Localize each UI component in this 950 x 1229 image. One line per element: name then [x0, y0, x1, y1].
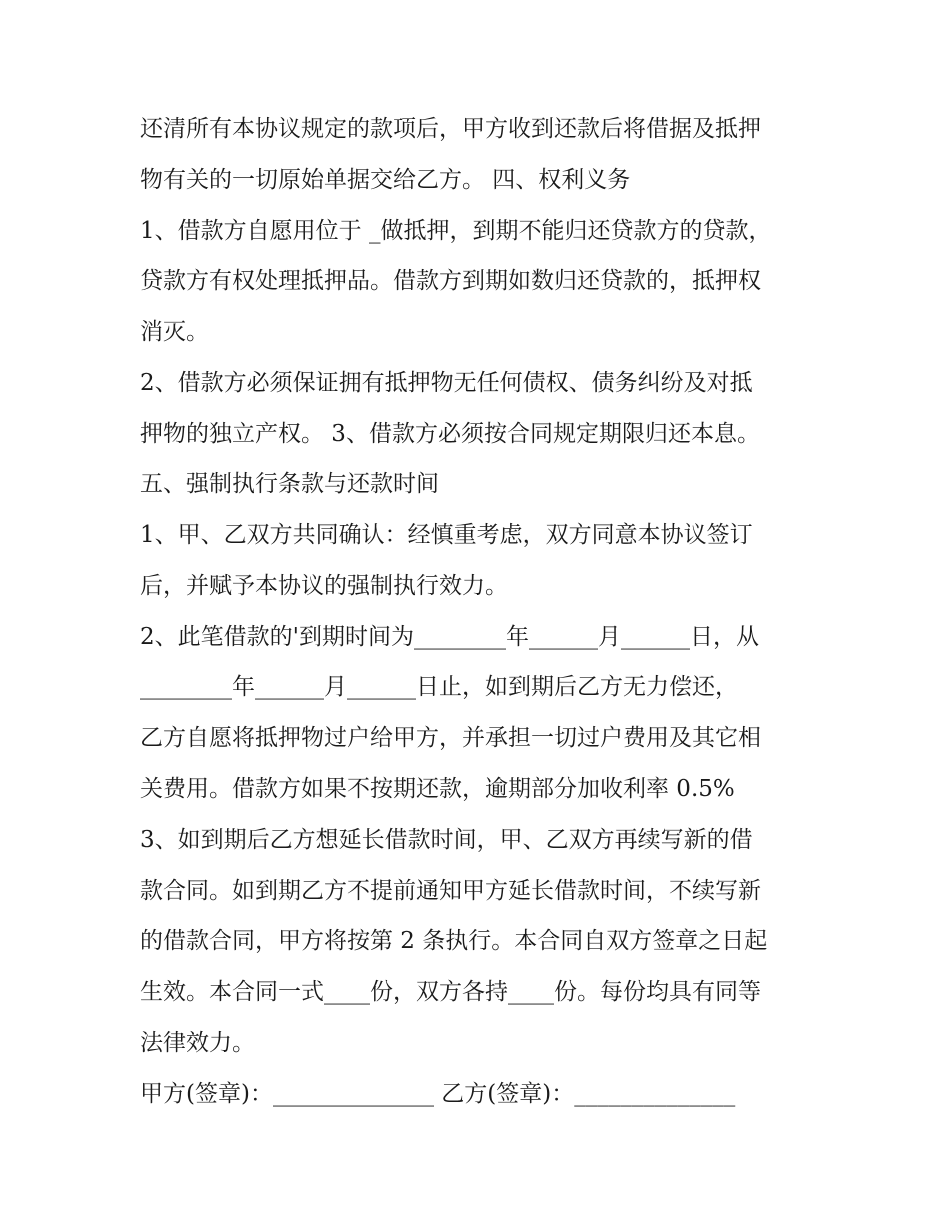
text-line: 贷款方有权处理抵押品。借款方到期如数归还贷款的，抵押权 [140, 268, 761, 294]
text-line: 1、借款方自愿用位于 _做抵押，到期不能归还贷款方的贷款， [140, 218, 772, 244]
text-line: ________年______月______日止，如到期后乙方无力偿还， [140, 674, 738, 700]
text-line: 2、借款方必须保证拥有抵押物无任何债权、债务纠纷及对抵 [140, 370, 753, 396]
text-line: 3、如到期后乙方想延长借款时间，甲、乙双方再续写新的借 [140, 827, 753, 853]
signature-line: 甲方(签章)：______________ 乙方(签章)：______________ [140, 1081, 736, 1107]
text-line: 生效。本合同一式____份，双方各持____份。每份均具有同等 [140, 979, 761, 1005]
text-line: 款合同。如到期乙方不提前通知甲方延长借款时间，不续写新 [140, 878, 761, 904]
text-line: 关费用。借款方如果不按期还款，逾期部分加收利率 0.5% [140, 776, 735, 802]
text-line: 消灭。 [140, 319, 209, 345]
text-line: 乙方自愿将抵押物过户给甲方，并承担一切过户费用及其它相 [140, 725, 761, 751]
text-line: 后，并赋予本协议的强制执行效力。 [140, 573, 508, 599]
text-line: 物有关的一切原始单据交给乙方。 四、权利义务 [140, 167, 631, 193]
section-heading: 五、强制执行条款与还款时间 [140, 471, 439, 497]
text-line: 法律效力。 [140, 1030, 255, 1056]
text-line: 1、甲、乙双方共同确认：经慎重考虑，双方同意本协议签订 [140, 522, 753, 548]
text-line: 还清所有本协议规定的款项后，甲方收到还款后将借据及抵押 [140, 116, 761, 142]
text-line: 的借款合同，甲方将按第 2 条执行。本合同自双方签章之日起 [140, 928, 768, 954]
text-line: 押物的独立产权。 3、借款方必须按合同规定期限归还本息。 [140, 421, 760, 447]
text-line: 2、此笔借款的'到期时间为________年______月______日，从 [140, 624, 759, 650]
